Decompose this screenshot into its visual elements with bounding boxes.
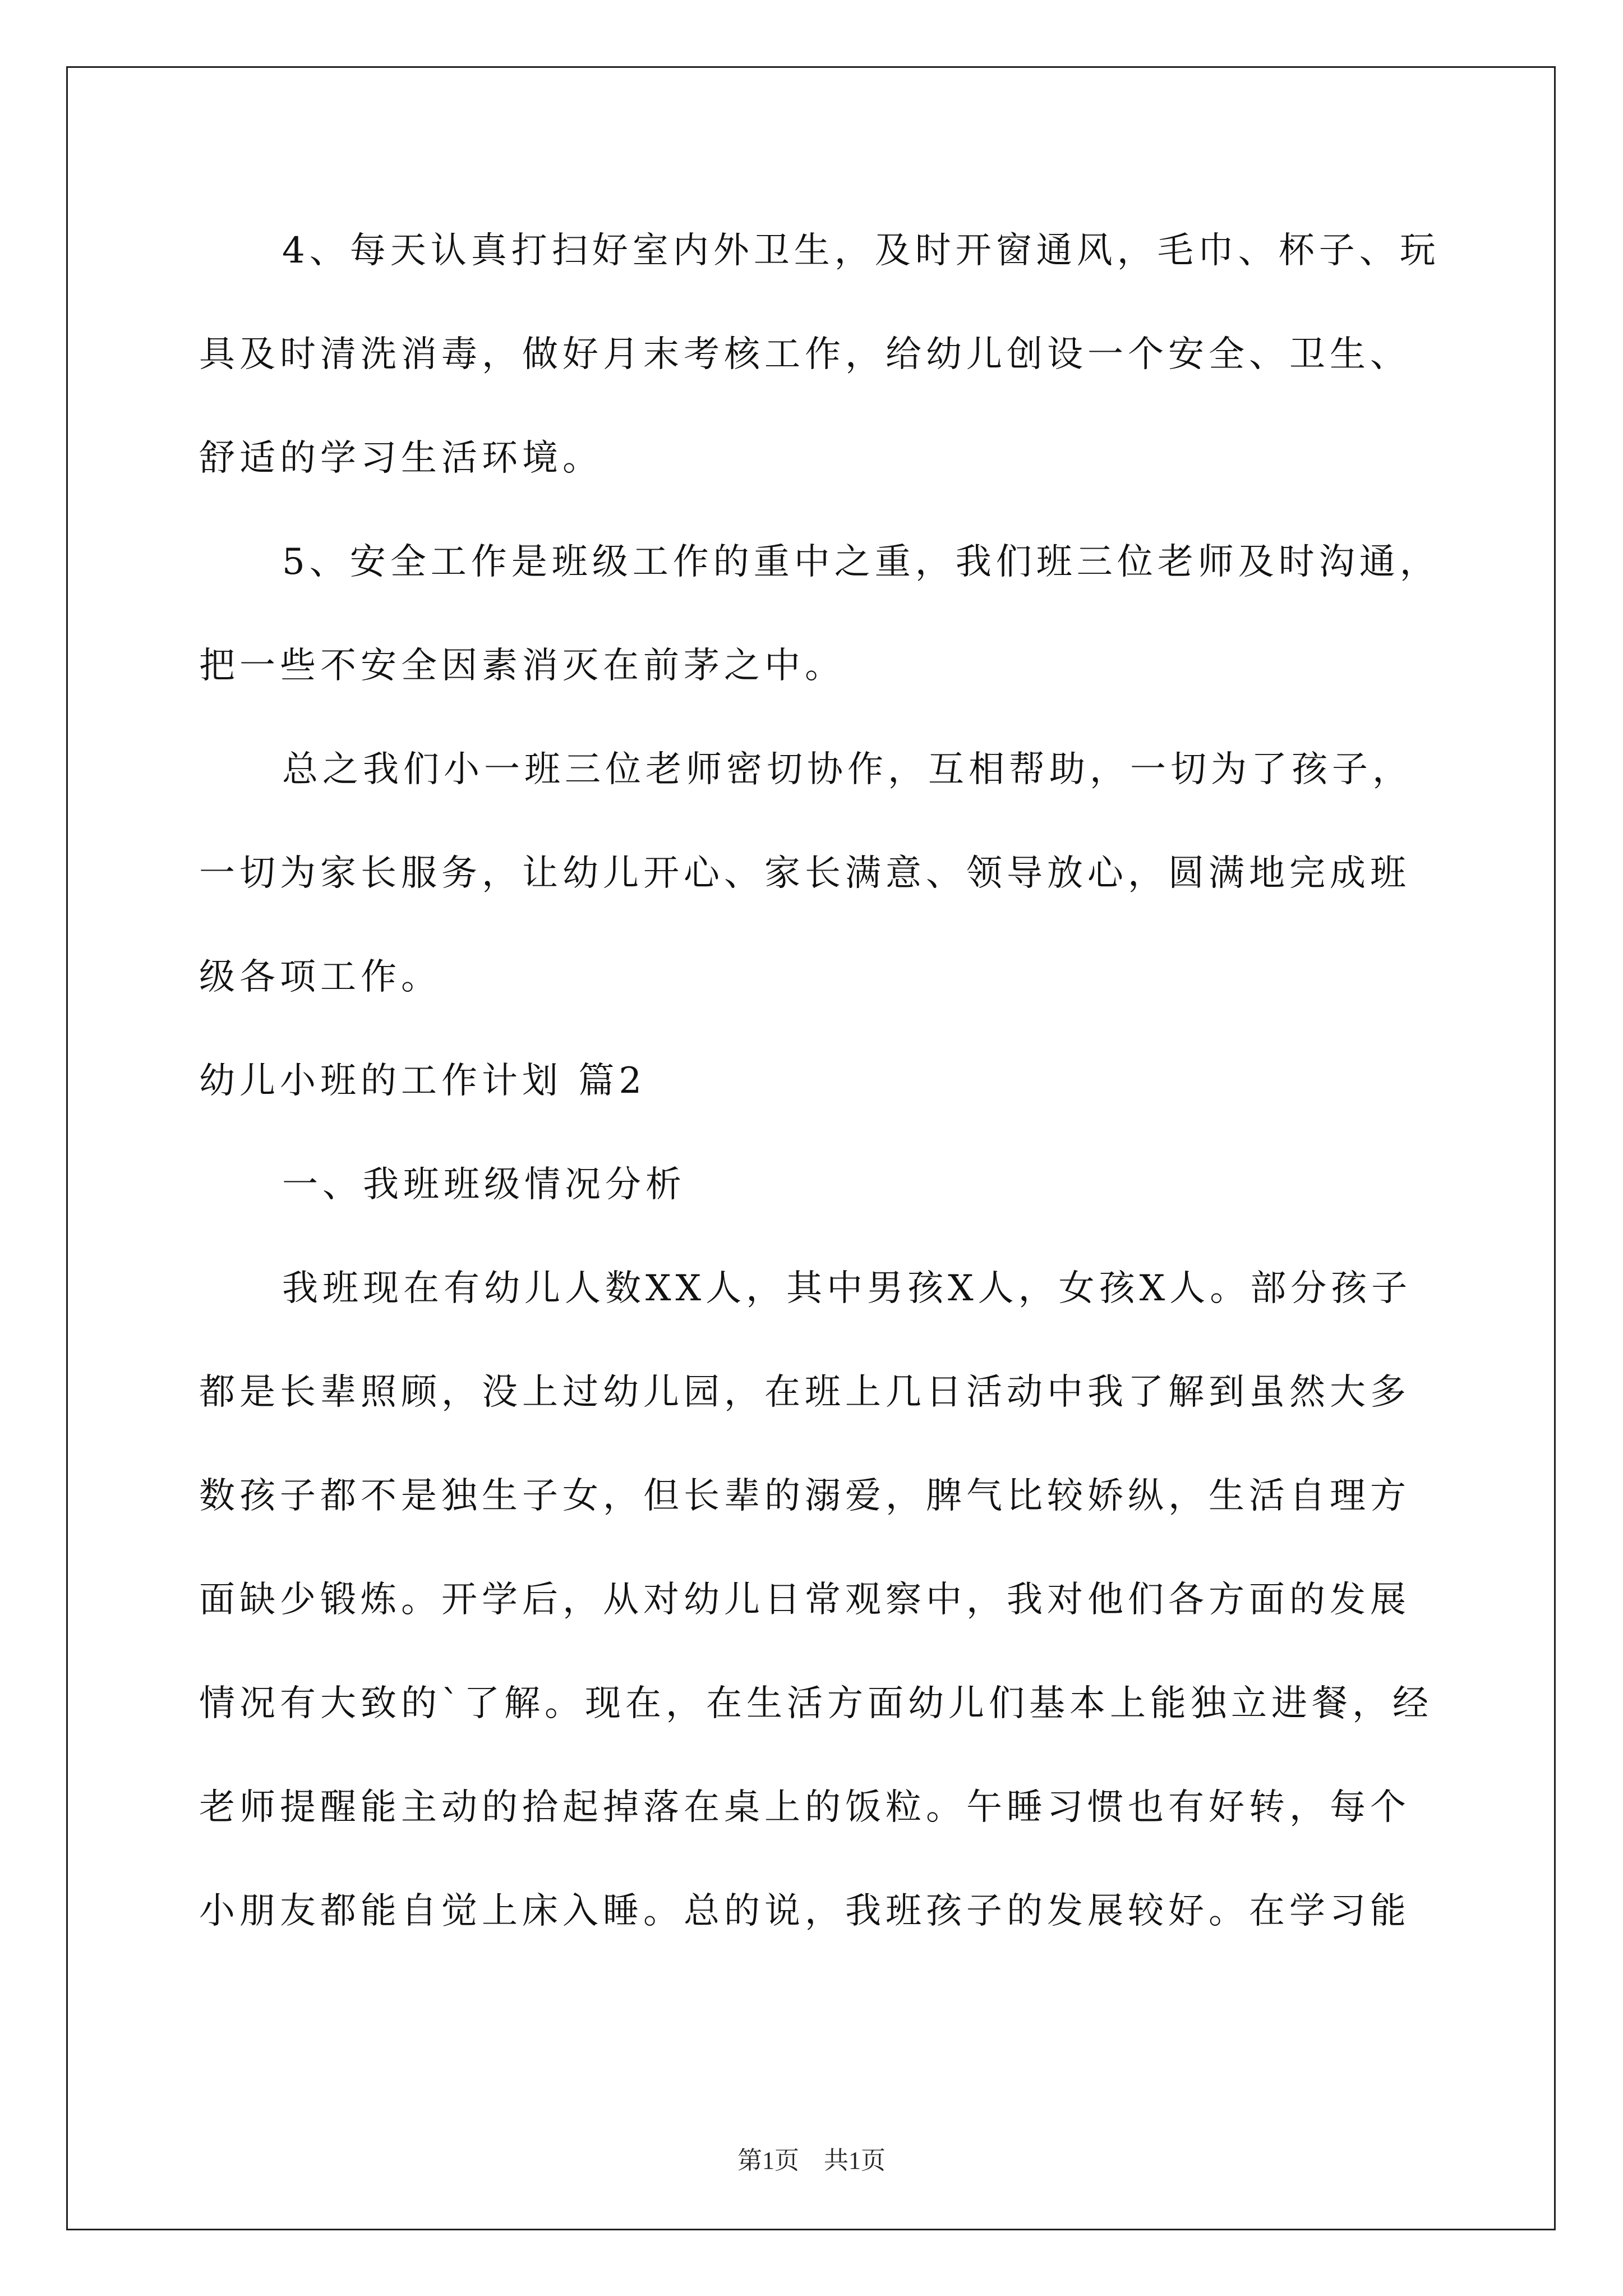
paragraph-line: 总之我们小一班三位老师密切协作，互相帮助，一切为了孩子，	[282, 749, 1413, 790]
body-line: 小朋友都能自觉上床入睡。总的说，我班孩子的发展较好。在学习能	[199, 1890, 1410, 1932]
subheading: 一、我班班级情况分析	[282, 1164, 686, 1205]
body-line: 我班现在有幼儿人数XX人，其中男孩X人，女孩X人。部分孩子	[282, 1268, 1412, 1309]
body-line: 面缺少锻炼。开学后，从对幼儿日常观察中，我对他们各方面的发展	[199, 1579, 1410, 1621]
body-line: 数孩子都不是独生子女，但长辈的溺爱，脾气比较娇纵，生活自理方	[199, 1475, 1410, 1517]
paragraph-line: 5、安全工作是班级工作的重中之重，我们班三位老师及时沟通，	[282, 541, 1440, 583]
paragraph-line: 一切为家长服务，让幼儿开心、家长满意、领导放心，圆满地完成班	[199, 853, 1410, 894]
page-footer: 第1页 共1页	[737, 2147, 886, 2174]
paragraph-line: 把一些不安全因素消灭在前茅之中。	[199, 645, 845, 687]
paragraph-line: 舒适的学习生活环境。	[199, 438, 603, 479]
body-line: 都是长辈照顾，没上过幼儿园，在班上几日活动中我了解到虽然大多	[199, 1372, 1410, 1413]
paragraph-line: 4、每天认真打扫好室内外卫生，及时开窗通风，毛巾、杯子、玩	[282, 230, 1440, 272]
paragraph-line: 级各项工作。	[199, 956, 441, 998]
body-line: 情况有大致的`了解。现在，在生活方面幼儿们基本上能独立进餐，经	[199, 1683, 1433, 1724]
paragraph-line: 具及时清洗消毒，做好月末考核工作，给幼儿创设一个安全、卫生、	[199, 334, 1410, 375]
body-line: 老师提醒能主动的拾起掉落在桌上的饭粒。午睡习惯也有好转，每个	[199, 1787, 1410, 1828]
section-title: 幼儿小班的工作计划 篇2	[199, 1060, 647, 1102]
